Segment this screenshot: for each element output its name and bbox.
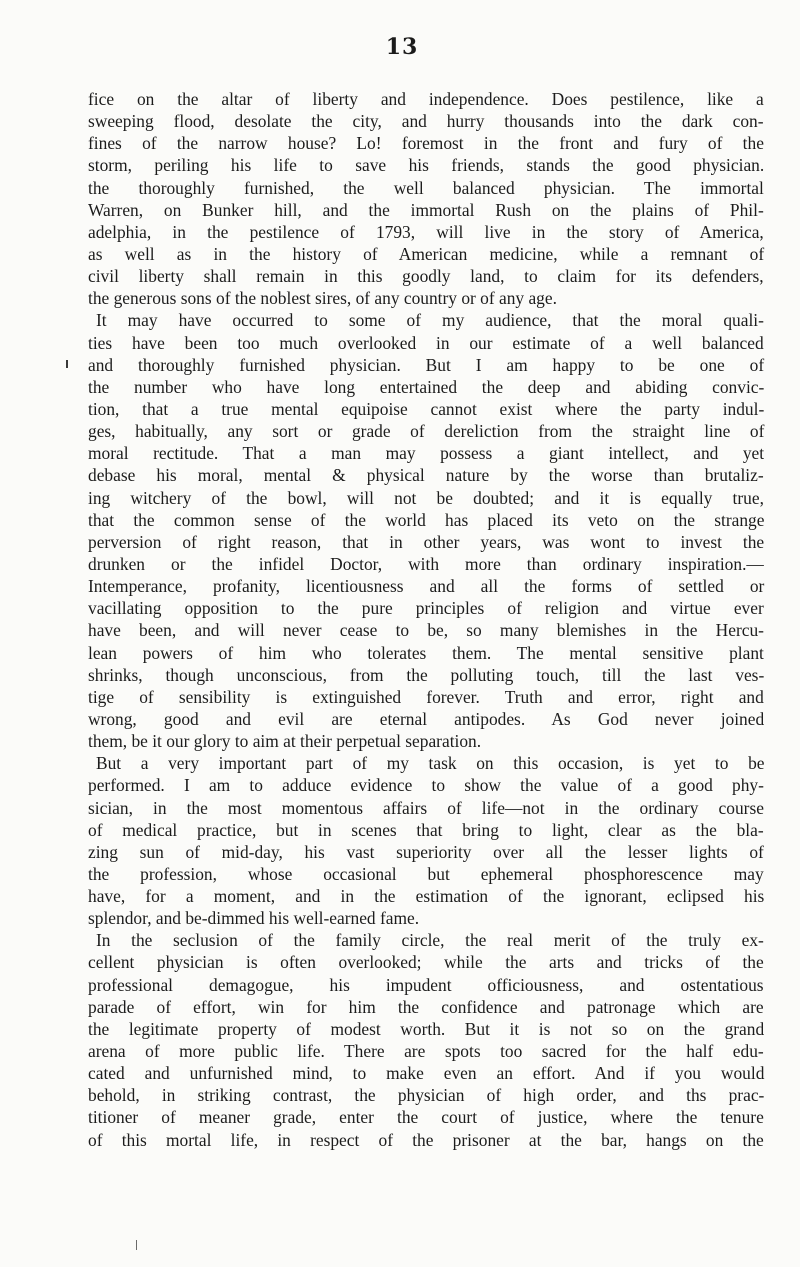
text-line: parade of effort, win for him the confidence and patronage which are xyxy=(88,996,764,1017)
text-line: the generous sons of the noblest sires, of any country or of any age. xyxy=(88,288,557,309)
text-line: zing sun of mid-day, his vast superiority over all the lesser lights of xyxy=(88,841,764,862)
text-line: the number who have long entertained the deep and abiding convic- xyxy=(88,376,765,397)
text-line: moral rectitude. That a man may possess a giant intellect, and yet xyxy=(88,443,765,464)
text-line: and thoroughly furnished physician. But I am happy to be one of xyxy=(88,354,765,375)
text-line: debase his moral, mental & physical nature by the worse than brutaliz- xyxy=(88,465,764,486)
text-line: Warren, on Bunker hill, and the immortal Rush on the plains of Phil- xyxy=(88,199,764,220)
text-line: In the seclusion of the family circle, the real merit of the truly ex- xyxy=(96,930,764,951)
text-line: that the common sense of the world has placed its veto on the strange xyxy=(88,509,765,530)
text-line: cated and unfurnished mind, to make even an effort. And if you would xyxy=(88,1063,765,1084)
text-line: the legitimate property of modest worth. But it is not so on the grand xyxy=(88,1018,765,1039)
text-line: the profession, whose occasional but ephemeral phosphorescence may xyxy=(88,863,764,884)
margin-mark xyxy=(66,360,68,368)
text-line: them, be it our glory to aim at their perpetual separation. xyxy=(88,731,482,752)
text-line: splendor, and be-dimmed his well-earned fame. xyxy=(88,908,420,929)
text-line: tige of sensibility is extinguished forever. Truth and error, right and xyxy=(88,686,764,707)
text-line: ges, habitually, any sort or grade of dereliction from the straight line of xyxy=(88,421,765,442)
text-line: ties have been too much overlooked in our estimate of a well balanced xyxy=(88,332,764,353)
text-line: arena of more public life. There are spots too sacred for the half edu- xyxy=(88,1041,764,1062)
text-line: sweeping flood, desolate the city, and hurry thousands into the dark con- xyxy=(88,111,764,132)
text-line: civil liberty shall remain in this goodly land, to claim for its defenders, xyxy=(88,266,764,287)
text-line: titioner of meaner grade, enter the court of justice, where the tenure xyxy=(88,1107,764,1128)
text-line: shrinks, though unconscious, from the polluting touch, till the last ves- xyxy=(88,664,765,685)
text-line: of medical practice, but in scenes that bring to light, clear as the bla- xyxy=(88,819,764,840)
text-line: vacillating opposition to the pure principles of religion and virtue ever xyxy=(88,598,764,619)
text-line: tion, that a true mental equipoise cannot exist where the party indul- xyxy=(88,398,765,419)
text-line: lean powers of him who tolerates them. The mental sensitive plant xyxy=(88,642,764,663)
scan-mark xyxy=(136,1240,137,1250)
text-line: drunken or the infidel Doctor, with more than ordinary inspiration.— xyxy=(88,553,764,574)
text-line: fines of the narrow house? Lo! foremost in the front and fury of the xyxy=(88,133,764,154)
text-line: It may have occurred to some of my audience, that the moral quali- xyxy=(96,310,764,331)
text-line: wrong, good and evil are eternal antipodes. As God never joined xyxy=(88,708,765,729)
body-text xyxy=(88,88,764,1151)
text-line: professional demagogue, his impudent officiousness, and ostentatious xyxy=(88,974,764,995)
text-line: ing witchery of the bowl, will not be doubted; and it is equally true, xyxy=(88,487,764,508)
text-line: perversion of right reason, that in other years, was wont to invest the xyxy=(88,531,765,552)
text-line: But a very important part of my task on this occasion, is yet to be xyxy=(96,753,765,774)
text-line: behold, in striking contrast, the physician of high order, and ths prac- xyxy=(88,1085,765,1106)
text-line: have, for a moment, and in the estimation of the ignorant, eclipsed his xyxy=(88,886,765,907)
text-line: Intemperance, profanity, licentiousness and all the forms of settled or xyxy=(88,576,765,597)
text-line: fice on the altar of liberty and independence. Does pestilence, like a xyxy=(88,89,764,109)
page-number: 13 xyxy=(385,34,419,60)
text-line: performed. I am to adduce evidence to show the value of a good phy- xyxy=(88,775,764,796)
text-line: cellent physician is often overlooked; while the arts and tricks of the xyxy=(88,952,764,973)
text-line: storm, periling his life to save his friends, stands the good physician. xyxy=(88,155,765,176)
text-line: as well as in the history of American medicine, while a remnant of xyxy=(88,243,765,264)
text-line: have been, and will never cease to be, so many blemishes in the Hercu- xyxy=(88,620,764,641)
text-line: sician, in the most momentous affairs of life—not in the ordinary course xyxy=(88,797,764,818)
text-line: the thoroughly furnished, the well balanced physician. The immortal xyxy=(88,177,764,198)
text-line: adelphia, in the pestilence of 1793, will live in the story of America, xyxy=(88,221,764,242)
text-line: of this mortal life, in respect of the prisoner at the bar, hangs on the xyxy=(88,1129,764,1150)
